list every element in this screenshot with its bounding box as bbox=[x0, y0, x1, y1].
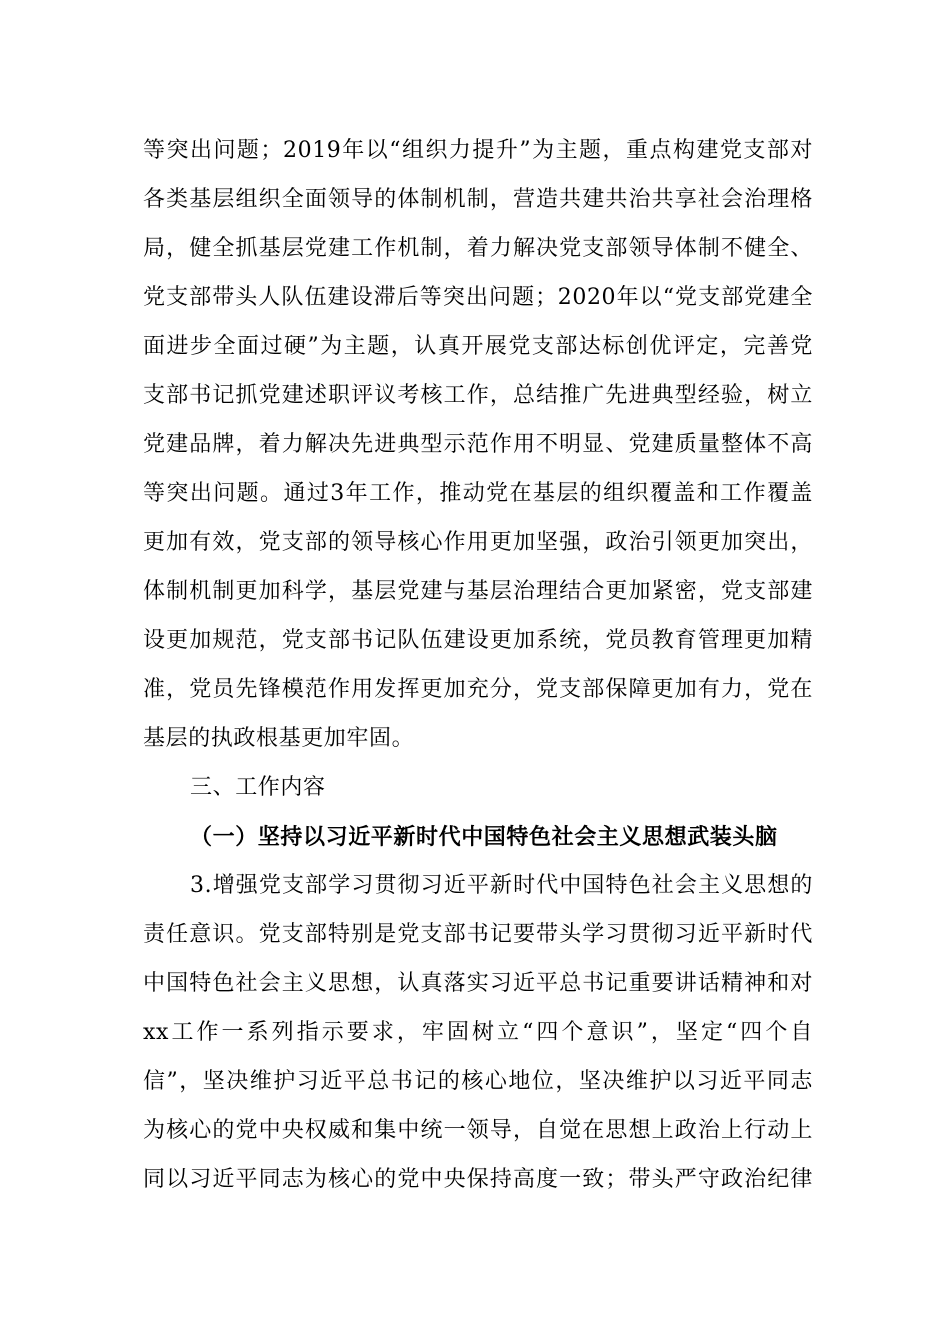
paragraph-1-line-10: 体制机制更加科学，基层党建与基层治理结合更加紧密，党支部建 bbox=[143, 579, 813, 604]
paragraph-2-line-5: 信”，坚决维护习近平总书记的核心地位，坚决维护以习近平同志 bbox=[143, 1069, 813, 1094]
paragraph-1-line-7: 党建品牌，着力解决先进典型示范作用不明显、党建质量整体不高 bbox=[143, 432, 813, 457]
paragraph-2-line-7: 同以习近平同志为核心的党中央保持高度一致；带头严守政治纪律 bbox=[143, 1167, 813, 1192]
paragraph-1-line-4: 党支部带头人队伍建设滞后等突出问题；2020年以“党支部党建全 bbox=[143, 285, 813, 310]
paragraph-1-line-5: 面进步全面过硬”为主题，认真开展党支部达标创优评定，完善党 bbox=[143, 334, 813, 359]
paragraph-1-line-6: 支部书记抓党建述职评议考核工作，总结推广先进典型经验，树立 bbox=[143, 383, 813, 408]
paragraph-1-line-8: 等突出问题。通过3年工作，推动党在基层的组织覆盖和工作覆盖 bbox=[143, 481, 813, 506]
section-heading: 三、工作内容 bbox=[190, 775, 326, 800]
paragraph-1-line-3: 局，健全抓基层党建工作机制，着力解决党支部领导体制不健全、 bbox=[143, 236, 813, 261]
paragraph-2-line-3: 中国特色社会主义思想，认真落实习近平总书记重要讲话精神和对 bbox=[143, 971, 813, 996]
paragraph-1-line-9: 更加有效，党支部的领导核心作用更加坚强，政治引领更加突出， bbox=[143, 530, 813, 555]
paragraph-1-line-11: 设更加规范，党支部书记队伍建设更加系统，党员教育管理更加精 bbox=[143, 628, 813, 653]
subsection-heading: （一）坚持以习近平新时代中国特色社会主义思想武装头脑 bbox=[190, 824, 778, 850]
paragraph-2-line-6: 为核心的党中央权威和集中统一领导，自觉在思想上政治上行动上 bbox=[143, 1118, 813, 1143]
paragraph-2-line-2: 责任意识。党支部特别是党支部书记要带头学习贯彻习近平新时代 bbox=[143, 922, 813, 947]
paragraph-2-line-1: 3.增强党支部学习贯彻习近平新时代中国特色社会主义思想的 bbox=[190, 873, 813, 898]
paragraph-1-line-13: 基层的执政根基更加牢固。 bbox=[143, 726, 415, 751]
paragraph-1-line-1: 等突出问题；2019年以“组织力提升”为主题，重点构建党支部对 bbox=[143, 138, 813, 163]
paragraph-2-line-4: xx工作一系列指示要求，牢固树立“四个意识”，坚定“四个自 bbox=[143, 1020, 813, 1045]
paragraph-1-line-2: 各类基层组织全面领导的体制机制，营造共建共治共享社会治理格 bbox=[143, 187, 813, 212]
paragraph-1-line-12: 准，党员先锋模范作用发挥更加充分，党支部保障更加有力，党在 bbox=[143, 677, 813, 702]
